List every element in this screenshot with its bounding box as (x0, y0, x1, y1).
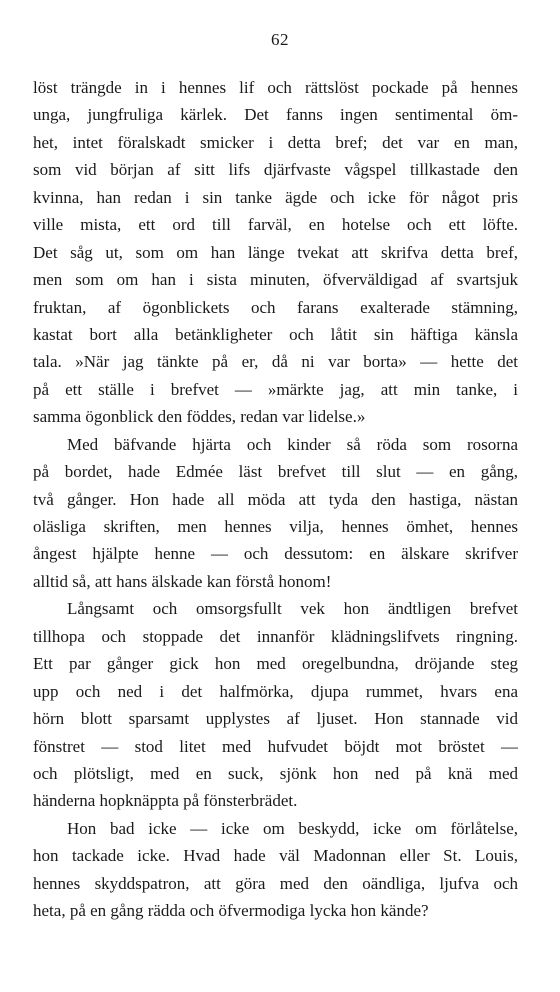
text-line: Hon bad icke — icke om beskydd, icke om förlåtelse, (67, 818, 518, 838)
text-line: på ett ställe i brefvet — »märkte jag, att min tanke, i (33, 379, 518, 399)
text-line: Ett par gånger gick hon med oregelbundna, dröjande steg (33, 654, 518, 674)
text-line: löst trängde in i hennes lif och rättslöst pockade på hennes (33, 78, 518, 97)
text-line: ville mista, ett ord till farväl, en hotelse och ett löfte. (33, 215, 518, 235)
text-line: upp och ned i det halfmörka, djupa rummet, hvars ena (33, 681, 518, 701)
text-line: tala. »När jag tänkte på er, då ni var borta» — hette det (33, 352, 518, 372)
text-line: två gånger. Hon hade all möda att tyda den hastiga, nästan (33, 489, 518, 509)
text-line: som vid början af sitt lifs djärfvaste vågspel tillkastade den (33, 160, 518, 180)
text-line: heta, på en gång rädda och öfvermodiga lycka hon kände? (33, 901, 429, 921)
text-line: tillhopa och stoppade det innanför klädningslifvets ringning. (33, 626, 518, 646)
text-line: Långsamt och omsorgsfullt vek hon ändtligen brefvet (67, 599, 518, 619)
page-number: 62 (271, 30, 289, 49)
text-line: Med bäfvande hjärta och kinder så röda som rosorna (67, 434, 518, 454)
text-line: hörn blott sparsamt upplystes af ljuset. Hon stannade vid (33, 709, 518, 729)
text-line: oläsliga skriften, men hennes vilja, hennes ömhet, hennes (33, 517, 518, 536)
text-line: kvinna, han redan i sin tanke ägde och icke för något pris (33, 187, 518, 207)
text-line: alltid så, att hans älskade kan förstå honom! (33, 571, 332, 591)
text-line: unga, jungfruliga kärlek. Det fanns ingen sentimental öm- (33, 105, 518, 125)
text-line: samma ögonblick den föddes, redan var lidelse.» (33, 407, 366, 427)
text-line: fruktan, af ögonblickets och farans exalterade stämning, (33, 297, 518, 317)
text-line: fönstret — stod litet med hufvudet böjdt mot bröstet — (33, 736, 518, 756)
text-line: hennes skyddspatron, att göra med den oändliga, ljufva och (33, 873, 518, 893)
text-line: händerna hopknäppta på fönsterbrädet. (33, 791, 298, 811)
body-text (33, 74, 518, 925)
text-line: och plötsligt, med en suck, sjönk hon ned på knä med (33, 763, 518, 783)
text-line: men som om han i sista minuten, öfverväldigad af svartsjuk (33, 270, 518, 290)
text-line: hon tackade icke. Hvad hade väl Madonnan eller St. Louis, (33, 846, 518, 866)
text-line: ångest hjälpte henne — och dessutom: en älskare skrifver (33, 544, 518, 564)
text-line: Det såg ut, som om han länge tvekat att skrifva detta bref, (33, 242, 518, 262)
text-line: på bordet, hade Edmée läst brefvet till slut — en gång, (33, 462, 518, 482)
text-line: het, intet föralskadt smicker i detta bref; det var en man, (33, 132, 518, 152)
text-line: kastat bort alla betänkligheter och låtit sin häftiga känsla (33, 324, 518, 344)
